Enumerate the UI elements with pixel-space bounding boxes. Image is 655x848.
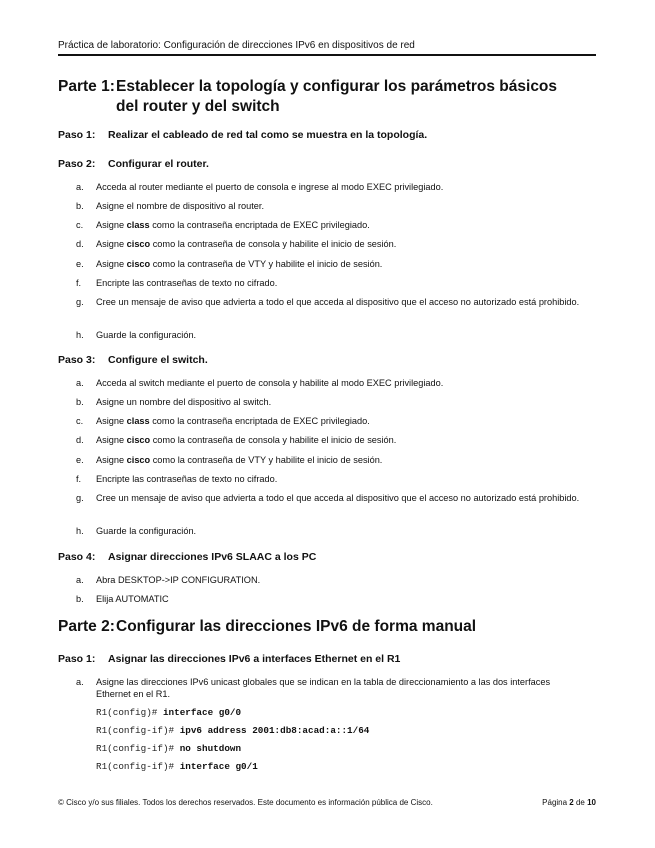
code-line: R1(config-if)# ipv6 address 2001:db8:acad:a::1/64 xyxy=(96,725,370,736)
item-letter: c. xyxy=(76,220,84,230)
list-item xyxy=(76,454,596,466)
item-letter: a. xyxy=(76,378,84,388)
list-item xyxy=(76,396,596,408)
item-text: Acceda al router mediante el puerto de consola e ingrese al modo EXEC privilegiado. xyxy=(96,182,444,192)
item-text: Cree un mensaje de aviso que advierta a todo el que acceda al dispositivo que el acceso no autorizado está prohibido. xyxy=(96,493,580,503)
code-line: R1(config-if)# interface g0/1 xyxy=(96,761,258,772)
item-letter: b. xyxy=(76,594,84,604)
item-letter: e. xyxy=(76,455,84,465)
item-text: Asigne cisco como la contraseña de VTY y habilite el inicio de sesión. xyxy=(96,455,383,465)
code-line: R1(config)# interface g0/0 xyxy=(96,707,242,718)
item-text: Encripte las contraseñas de texto no cifrado. xyxy=(96,278,278,288)
item-text: Asigne class como la contraseña encriptada de EXEC privilegiado. xyxy=(96,416,370,426)
code-line: R1(config-if)# no shutdown xyxy=(96,743,242,754)
item-letter: f. xyxy=(76,474,82,484)
item-text: Asigne cisco como la contraseña de VTY y habilite el inicio de sesión. xyxy=(96,259,383,269)
copyright: © Cisco y/o sus filiales. Todos los derechos reservados. Este documento es información pública de Cisco. xyxy=(58,798,433,807)
page-header xyxy=(58,40,596,56)
item-letter: a. xyxy=(76,575,84,585)
list-item xyxy=(76,525,596,537)
step3-heading: Paso 3: Configure el switch. xyxy=(58,354,208,366)
item-text: Abra DESKTOP->IP CONFIGURATION. xyxy=(96,575,261,585)
item-letter: d. xyxy=(76,435,84,445)
item-letter: f. xyxy=(76,278,82,288)
p2-step1-heading: Paso 1: Asignar las direcciones IPv6 a interfaces Ethernet en el R1 xyxy=(58,653,401,665)
item-letter: b. xyxy=(76,201,84,211)
item-letter: b. xyxy=(76,397,84,407)
step1-heading: Paso 1: Realizar el cableado de red tal como se muestra en la topología. xyxy=(58,129,428,141)
item-text: Asigne class como la contraseña encriptada de EXEC privilegiado. xyxy=(96,220,370,230)
item-letter: h. xyxy=(76,526,84,536)
item-letter: h. xyxy=(76,330,84,340)
list-item xyxy=(76,277,596,289)
list-item xyxy=(76,676,596,700)
item-letter: g. xyxy=(76,493,84,503)
item-letter: g. xyxy=(76,297,84,307)
item-letter: d. xyxy=(76,239,84,249)
list-item xyxy=(76,329,596,341)
list-item xyxy=(76,238,596,250)
step4-heading: Paso 4: Asignar direcciones IPv6 SLAAC a los PC xyxy=(58,551,317,563)
item-text: Acceda al switch mediante el puerto de consola y habilite al modo EXEC privilegiado. xyxy=(96,378,444,388)
list-item xyxy=(76,200,596,212)
page-number: Página 2 de 10 xyxy=(542,798,596,807)
list-item xyxy=(76,377,596,389)
item-text: Asigne cisco como la contraseña de consola y habilite el inicio de sesión. xyxy=(96,435,397,445)
item-letter: e. xyxy=(76,259,84,269)
list-item xyxy=(76,219,596,231)
header-title: Práctica de laboratorio: Configuración de direcciones IPv6 en dispositivos de red xyxy=(58,40,415,51)
item-text: Asigne el nombre de dispositivo al router. xyxy=(96,201,265,211)
item-text: Elija AUTOMATIC xyxy=(96,594,169,604)
item-text: Encripte las contraseñas de texto no cifrado. xyxy=(96,474,278,484)
item-text: Guarde la configuración. xyxy=(96,526,197,536)
part2-title: Parte 2:Configurar las direcciones IPv6 de forma manual xyxy=(58,618,477,635)
item-letter: c. xyxy=(76,416,84,426)
list-item xyxy=(76,258,596,270)
item-text: Asigne las direcciones IPv6 unicast globales que se indican en la tabla de direccionamiento a las dos interfaces Ethernet en el R1. xyxy=(96,677,551,699)
list-item xyxy=(76,181,596,193)
list-item xyxy=(76,434,596,446)
step2-heading: Paso 2: Configurar el router. xyxy=(58,158,209,170)
list-item xyxy=(76,296,596,308)
item-letter: a. xyxy=(76,677,84,687)
list-item xyxy=(76,492,596,504)
list-item xyxy=(76,593,596,605)
item-text: Guarde la configuración. xyxy=(96,330,197,340)
item-text: Cree un mensaje de aviso que advierta a todo el que acceda al dispositivo que el acceso no autorizado está prohibido. xyxy=(96,297,580,307)
list-item xyxy=(76,415,596,427)
item-text: Asigne cisco como la contraseña de consola y habilite el inicio de sesión. xyxy=(96,239,397,249)
part1-title: Parte 1:Establecer la topología y configurar los parámetros básicos del router y del switch xyxy=(58,78,558,115)
item-text: Asigne un nombre del dispositivo al switch. xyxy=(96,397,272,407)
item-letter: a. xyxy=(76,182,84,192)
list-item xyxy=(76,574,596,586)
list-item xyxy=(76,473,596,485)
